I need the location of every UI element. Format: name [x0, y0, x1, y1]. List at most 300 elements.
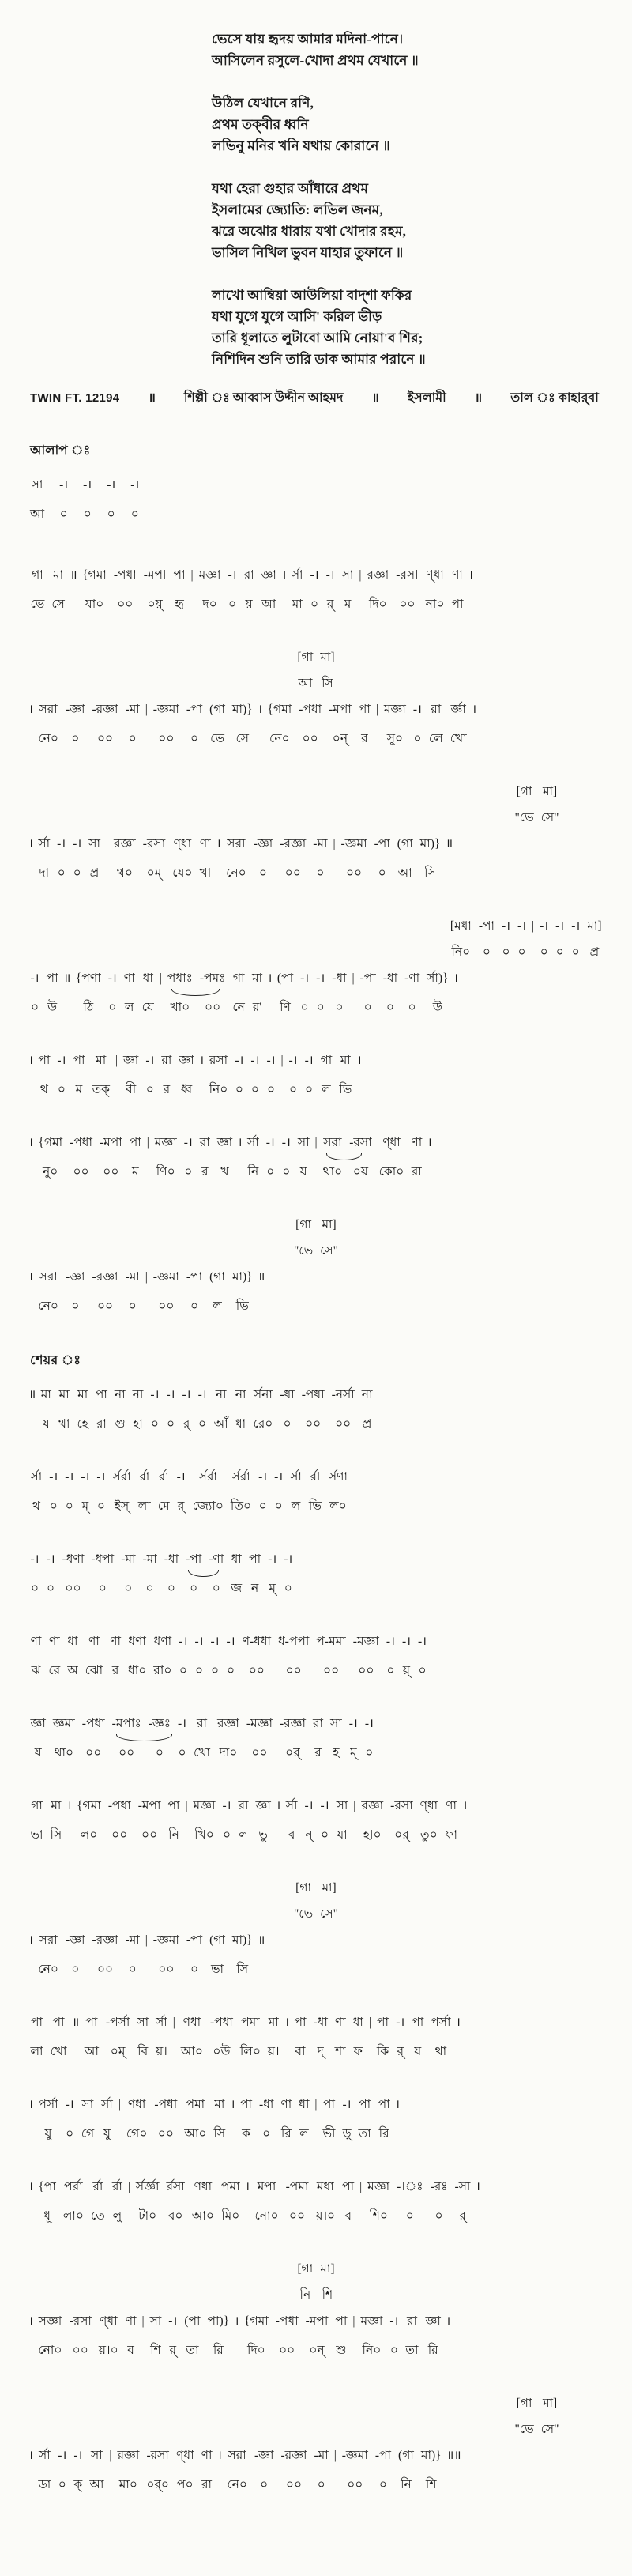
note-token: [গা "ভে	[514, 2397, 534, 2436]
note-token: -। ০	[364, 1717, 374, 1759]
notation-system	[27, 1797, 624, 1844]
note-token: -পধা ০০	[81, 1717, 105, 1759]
note-token: জ্ঞা আ	[261, 568, 276, 611]
note-token: -সা র্	[454, 2180, 471, 2223]
note-token: ।	[199, 1054, 205, 1067]
note-token: পা ন	[249, 1552, 261, 1595]
note-token: ণা রা	[411, 1136, 423, 1179]
note-token: ণা র	[110, 1635, 122, 1677]
notation-system	[27, 1714, 624, 1762]
note-token: |	[127, 2180, 130, 2193]
note-token: মপা নো০	[254, 2180, 279, 2223]
note-token: পর্সা থা	[431, 2016, 451, 2058]
note-token: র্সা থ	[30, 1470, 43, 1513]
note-token: |	[280, 1054, 284, 1067]
note-token: -। ০	[198, 1388, 207, 1431]
note-token: |	[185, 1799, 188, 1812]
note-token: ।	[28, 837, 33, 850]
cue-line	[8, 783, 562, 827]
note-token: সরা থা০	[319, 1133, 346, 1181]
note-token: পা তা	[358, 2098, 371, 2140]
note-token: |	[353, 1799, 356, 1812]
note-token: মা হে	[77, 1388, 88, 1431]
note-token: সা শি	[149, 2314, 162, 2357]
note-token: ণা ঝো	[85, 1635, 103, 1677]
note-token: -ধা ০	[259, 2098, 274, 2140]
note-token: মা] সে"	[540, 2397, 559, 2436]
note-token: -জ্ঞমা ০০	[341, 2449, 368, 2491]
notation-system	[27, 566, 624, 613]
lyric-line	[212, 157, 632, 178]
note-token: |	[532, 919, 535, 933]
note-token: -। ০	[58, 2449, 67, 2491]
separator-danda: ॥	[474, 391, 483, 405]
note-token: র্সর্রা ইস্	[112, 1470, 131, 1513]
note-token: সা প্র	[88, 837, 100, 880]
note-token: -। ০	[59, 478, 69, 521]
note-token: -। ০	[250, 1054, 260, 1096]
note-token: (গা ভে	[209, 703, 225, 745]
note-token: গা নে	[232, 971, 245, 1014]
note-token: -। ০	[49, 1470, 58, 1513]
note-token: (পা তা	[184, 2314, 201, 2357]
note-token: ।	[216, 2449, 222, 2462]
note-token: মা)} সি	[231, 1933, 253, 1976]
note-token: |	[141, 2314, 145, 2328]
note-token: -। ০	[166, 1388, 175, 1431]
note-token: -পমঃ ০০	[199, 971, 226, 1014]
note-token: -। ০	[228, 568, 237, 611]
note-token: প-মমা ০০	[316, 1635, 346, 1677]
note-token: ণধা গে০	[126, 2098, 148, 2140]
note-token: ণা ল	[123, 971, 135, 1014]
note-token: -রসা ০০	[396, 568, 419, 611]
notation-system	[27, 2178, 624, 2225]
note-token: পা কি	[376, 2016, 389, 2058]
note-token: -। ক্	[73, 2449, 83, 2491]
section-label: শেয়র ঃ	[30, 1352, 81, 1367]
note-token: পা হৃ	[173, 568, 186, 611]
note-token: -। ড়্	[342, 2098, 352, 2140]
note-token: ণা শা	[334, 2016, 346, 2058]
note-token: -। ০	[177, 1717, 187, 1759]
note-token: ণা রে	[48, 1635, 61, 1677]
separator-danda: ॥	[371, 391, 379, 405]
note-token: -জ্ঞা ০	[66, 703, 85, 745]
note-token: -। ০	[107, 478, 116, 521]
note-token: (গা আ	[397, 837, 413, 880]
note-token: -পধা ০০	[113, 568, 137, 611]
note-token: -। ০	[145, 1054, 155, 1096]
note-token: [মধা নি০	[450, 919, 472, 959]
note-token: -। ০	[222, 1799, 231, 1842]
note-token: ।	[66, 1799, 72, 1812]
note-token: -ধা ০	[164, 1552, 179, 1595]
note-token: সরা নে০	[226, 837, 246, 880]
lyric-line: উঠিল যেখানে রণি,	[212, 96, 314, 111]
note-token: |	[172, 2016, 175, 2029]
note-token: |	[359, 568, 362, 582]
note-token: -ধপা ০	[91, 1552, 115, 1595]
note-token: র্জ্ঞা খো	[450, 703, 467, 745]
note-token: ।	[258, 703, 262, 716]
note-token: র্সর্রা তি০	[230, 1470, 252, 1513]
note-token: -। ০	[107, 971, 117, 1014]
note-token: মা ভি	[339, 1054, 352, 1096]
note-token: -পধা ০০	[275, 2314, 299, 2357]
note-token: সা আ	[30, 478, 45, 521]
cue-line	[8, 648, 624, 692]
note-token: পমা আ০	[184, 2098, 207, 2140]
note-token: সা হ	[330, 1717, 342, 1759]
note-token: মা তক্	[92, 1054, 110, 1096]
note-token: [গা নি	[297, 2262, 314, 2302]
note-token: ।	[237, 1136, 243, 1149]
note-token: ॥	[63, 971, 71, 985]
note-token: পমা মি০	[220, 2180, 240, 2223]
note-token: -পা ০	[478, 919, 495, 959]
note-token: -। ০	[412, 703, 422, 745]
note-token: র্সণা ল০	[328, 1470, 348, 1513]
note-token: পা রা	[95, 1388, 107, 1431]
note-token: -মপা ০০	[99, 1136, 122, 1179]
note-token: মা য়।	[267, 2016, 280, 2058]
note-token: -পা ০	[186, 703, 203, 745]
note-token: [গা "ভে	[293, 1218, 314, 1258]
note-token: (পা ণি	[276, 971, 294, 1014]
section-label: আলাপ ঃ	[30, 443, 91, 458]
note-token: সা আ	[89, 2449, 104, 2491]
note-token: ।	[475, 2180, 480, 2193]
note-token: পা লা	[30, 2016, 43, 2058]
note-token: মা] সে"	[320, 1218, 339, 1258]
lyric-line: লভিনু মনির খনি যথায় কোরানে ॥	[212, 138, 390, 153]
note-token: র্সা ব	[285, 1799, 298, 1842]
note-token: -নর্সা ০০	[331, 1388, 355, 1431]
note-token: -। ০	[300, 971, 310, 1014]
note-token: -। ০	[183, 1136, 193, 1179]
note-token: ধা ল	[299, 2098, 310, 2140]
note-token: মা সে	[51, 568, 65, 611]
note-token: ণা ব	[125, 2314, 137, 2357]
note-token: মা)} সে	[231, 703, 253, 745]
note-token: {গমা নে০	[267, 703, 292, 745]
note-token: -মা ০	[121, 1552, 136, 1595]
note-token: জ্ঞা রি	[425, 2314, 441, 2357]
note-token: -। য়্	[401, 1635, 411, 1677]
note-token: র্রা লু	[111, 2180, 122, 2223]
note-token: |	[333, 837, 336, 850]
note-token: ॥	[70, 568, 77, 582]
note-token: -। ০	[517, 919, 527, 959]
note-token: র্রসা ব০	[166, 2180, 185, 2223]
note-token: (গা নি	[398, 2449, 414, 2491]
note-token: পা ম	[73, 1054, 85, 1096]
note-token: [গা "ভে	[293, 1881, 314, 1921]
note-token: সা গে	[81, 2098, 95, 2140]
note-token: |	[352, 971, 355, 985]
note-token: রসা নি০	[209, 1054, 228, 1096]
notation-system	[27, 1133, 624, 1181]
note-token: ।	[468, 568, 473, 582]
notation-system	[27, 700, 624, 748]
note-token: -। ০	[265, 1136, 275, 1179]
note-token: -। ০	[57, 837, 66, 880]
note-token: -জ্ঞমা ০০	[340, 837, 367, 880]
note-token: সরা নে০	[38, 1270, 58, 1313]
note-token: সা বি	[137, 2016, 149, 2058]
note-token: মা] সি	[320, 651, 335, 690]
lyric-line: তারি ধূলাতে লুটাবো আমি নোয়া'ব শির;	[212, 330, 423, 345]
note-token: ণা পা	[451, 568, 464, 611]
note-token: |	[333, 2449, 337, 2462]
note-token: ।	[276, 1799, 281, 1812]
note-token: রা তা	[405, 2314, 419, 2357]
note-token: -পা ০	[182, 1550, 205, 1597]
note-token: মজ্ঞা সু০	[383, 703, 406, 745]
note-token: -মজ্ঞা ০০	[352, 1635, 379, 1677]
note-token: -জ্ঞা ০	[254, 2449, 274, 2491]
note-token: -। ০	[571, 919, 581, 959]
note-token: -। ০	[210, 1635, 220, 1677]
note-token: -মা ০	[125, 703, 140, 745]
lyric-line: যথা হেরা গুহার আঁধারে প্রথম	[212, 181, 369, 196]
note-token: -। ম্	[348, 1717, 358, 1759]
note-token: -। ০	[30, 971, 40, 1014]
note-token: ণ্ধা য়।০	[98, 2314, 118, 2357]
note-token: -মা ০	[314, 2449, 329, 2491]
note-token: -। ০	[386, 1635, 395, 1677]
note-token: পা আ	[84, 2016, 99, 2058]
note-token: {গমা নু০	[38, 1136, 63, 1179]
note-token: ।	[356, 1054, 362, 1067]
note-token: সজ্ঞা নো০	[38, 2314, 62, 2357]
note-token: ।	[230, 2098, 235, 2111]
note-token: -ণা ০	[209, 1552, 224, 1595]
taal-label: তাল ঃ কাহার্‌বা	[510, 391, 599, 405]
note-token: -। ০	[226, 1635, 235, 1677]
note-token: সরা নে০	[227, 2449, 247, 2491]
notation-system	[27, 1931, 624, 1978]
note-token: রজ্ঞা দা০	[217, 1717, 239, 1759]
note-token: রা র	[313, 1717, 324, 1759]
note-token: |	[105, 837, 108, 850]
note-token: -পা ০	[374, 837, 390, 880]
note-token: জ্ঞা ভু	[255, 1799, 271, 1842]
note-token: -পা ০	[359, 971, 376, 1014]
note-token: -। ০	[130, 478, 140, 521]
note-token: র্সা)} উ	[427, 971, 449, 1014]
lyric-line: ভেসে যায় হৃদয় আমার মদিনা-পানে।	[212, 32, 404, 47]
note-token: না আঁ	[213, 1388, 228, 1431]
note-token: |	[314, 2098, 318, 2111]
note-token: রা র	[161, 1054, 172, 1096]
note-token: -পধা ০উ	[209, 2016, 233, 2058]
note-token: |	[375, 703, 378, 716]
note-token: মজ্ঞা খি০	[193, 1799, 216, 1842]
note-token: {পা ধূ	[38, 2180, 56, 2223]
note-token: -। ০	[316, 971, 325, 1014]
note-token: ধণা ধা০	[128, 1635, 147, 1677]
note-token: -। ০	[83, 478, 92, 521]
note-token: সরা নে০	[38, 1933, 58, 1976]
note-token: ণা ঝ	[30, 1635, 42, 1677]
note-token: ণ-ধধা ০০	[242, 1635, 271, 1677]
note-token: -পধা ০০	[301, 1388, 325, 1431]
note-token: ।	[28, 2449, 33, 2462]
note-token: রা খো	[194, 1717, 210, 1759]
note-token: না ধা	[235, 1388, 246, 1431]
note-token: ।	[446, 2314, 451, 2328]
note-token: জ্ঞা য	[30, 1717, 46, 1759]
note-token: -। ০	[555, 919, 565, 959]
lyric-line: প্রথম তক্‌বীর ধ্বনি	[212, 117, 309, 132]
note-token: ।	[216, 837, 221, 850]
note-token: মজ্ঞা ণি০	[154, 1136, 177, 1179]
note-token: পর্রা লা০	[62, 2180, 84, 2223]
note-token: ণধা আ০	[180, 2016, 203, 2058]
note-token: ।	[427, 1136, 432, 1149]
note-token: ।	[234, 2314, 239, 2328]
note-token: র্সর্রা জ্যো০	[192, 1470, 224, 1513]
lyric-line: ভাসিল নিখিল ভুবন যাহার তুফানে ॥	[212, 245, 404, 260]
note-token: মজ্ঞা দ০	[198, 568, 221, 611]
note-token: রজ্ঞা মা০	[117, 2449, 140, 2491]
note-token: -রসা ০০	[69, 2314, 92, 2357]
note-token: {গমা দি০	[244, 2314, 269, 2357]
note-token: -পধা ০০	[70, 1136, 92, 1179]
header-row	[0, 387, 632, 409]
notation-system	[27, 2013, 624, 2061]
note-token: ধা অ	[67, 1635, 78, 1677]
note-token: -। ০	[179, 1635, 188, 1677]
note-token: -। ম্	[268, 1552, 277, 1595]
note-token: মা সি	[50, 1799, 62, 1842]
note-token: -ধা ০	[332, 971, 347, 1014]
note-token: |	[352, 2314, 356, 2328]
note-token: -। ০	[288, 1054, 298, 1096]
note-token: পা ম	[129, 1136, 141, 1179]
note-token: র্সা দা	[38, 837, 51, 880]
note-token: র্সা ডা	[38, 2449, 51, 2491]
note-token: -মজ্ঞা ০০	[246, 1717, 273, 1759]
note-token: র্সা মা	[291, 568, 303, 611]
note-token: -। ম্	[81, 1470, 90, 1513]
note-token: ।	[28, 1054, 33, 1067]
note-token: ।	[28, 1270, 33, 1284]
note-token: -।ঃ ০	[397, 2180, 423, 2223]
note-token: জ্ঞা খ	[216, 1136, 233, 1179]
note-token: রজ্ঞা দি০	[367, 568, 389, 611]
note-token: -। ০	[30, 1552, 40, 1595]
note-token: |	[314, 1136, 318, 1149]
note-token: -। ০	[73, 837, 82, 880]
note-token: -। ০	[235, 1054, 244, 1096]
note-token: -রজ্ঞা ০০	[280, 837, 307, 880]
note-token: গা ল	[320, 1054, 333, 1096]
note-token: -। ০	[274, 1470, 284, 1513]
notation-system	[27, 476, 624, 523]
notation-system	[27, 1632, 624, 1680]
note-token: মা য	[40, 1388, 51, 1431]
note-token: -পধা ০০	[299, 703, 322, 745]
note-token: -জ্ঞমা ০০	[152, 1933, 179, 1976]
note-token: মা)} সি	[419, 837, 441, 880]
note-token: ণ্ধা প০	[176, 2449, 194, 2491]
note-token: ।	[28, 1933, 33, 1947]
note-token: রা র	[199, 1136, 210, 1179]
note-token: র্রা মে	[157, 1470, 170, 1513]
note-token: -ধণা ০০	[62, 1552, 85, 1595]
note-token: -মা ০	[142, 1552, 157, 1595]
note-token: -পর্সা ০ম্	[105, 2016, 130, 2058]
note-token: |	[368, 2016, 371, 2029]
note-token: -। ০	[46, 1552, 55, 1595]
note-token: -পা ০	[186, 1270, 203, 1313]
note-token: ণধা আ০	[191, 2180, 214, 2223]
note-token: -। ০	[502, 919, 511, 959]
lyric-line: আসিলেন রসুলে-খোদা প্রথম যেখানে ॥	[212, 53, 419, 68]
note-token: জ্ঞা ধ্ব	[179, 1054, 194, 1096]
note-token: |	[115, 1054, 118, 1067]
note-token: ।	[28, 2180, 33, 2193]
note-token: সা যা	[336, 1799, 348, 1842]
note-token: পা শু	[335, 2314, 348, 2357]
note-token: |	[145, 1933, 148, 1947]
note-token: ধা যে	[141, 971, 154, 1014]
note-token: {পণা ঠি	[75, 971, 101, 1014]
note-token: -জ্ঞা ০	[253, 837, 273, 880]
separator-danda: ॥	[148, 391, 156, 405]
note-token: -রজ্ঞা ০০	[92, 1933, 118, 1976]
note-token: -। ০	[304, 1054, 314, 1096]
note-token: -। ০	[65, 1470, 74, 1513]
note-token: |	[109, 2449, 112, 2462]
lyric-line: লাখো আম্বিয়া আউলিয়া বাদ্‌শা ফকির	[212, 288, 412, 303]
lyric-line: ঝরে অঝোর ধারায় যথা খোদার রহম,	[212, 224, 407, 239]
note-token: ।	[453, 971, 458, 985]
note-token: -। র্	[176, 1470, 186, 1513]
note-token: -মপা ০ন্	[329, 703, 352, 745]
note-token: {গমা যা০	[82, 568, 107, 611]
note-token: পা ভী	[322, 2098, 336, 2140]
note-token: না গু	[114, 1388, 126, 1431]
note-token: |	[146, 1136, 149, 1149]
note-token: -। র্	[168, 2314, 178, 2357]
note-token: মা র'	[251, 971, 263, 1014]
note-token: গা ভা	[30, 1799, 43, 1842]
note-token: [গা "ভে	[514, 785, 534, 824]
note-token: পা থ	[38, 1054, 51, 1096]
note-token: -রসা ০র্	[390, 1799, 413, 1842]
note-token: {গমা ল০	[77, 1799, 101, 1842]
notation-system	[27, 835, 624, 882]
cue-line	[8, 917, 605, 961]
note-token: রা য়	[243, 568, 254, 611]
cue-line	[8, 2260, 624, 2304]
note-token: -পা ০	[374, 2449, 392, 2491]
note-token: -রসা ০য়	[349, 1136, 372, 1179]
note-token: সা য	[297, 1136, 310, 1179]
note-token: -জ্ঞা ০	[66, 1270, 85, 1313]
note-token: |	[145, 703, 148, 716]
note-token: ।	[395, 2098, 401, 2111]
note-token: |	[190, 568, 194, 582]
note-token: ধ-পপা ০০	[278, 1635, 310, 1677]
note-token: -জ্ঞমা ০০	[152, 703, 179, 745]
catalog-number: TWIN FT. 12194	[30, 391, 120, 405]
note-token: -ধা দ্	[313, 2016, 328, 2058]
